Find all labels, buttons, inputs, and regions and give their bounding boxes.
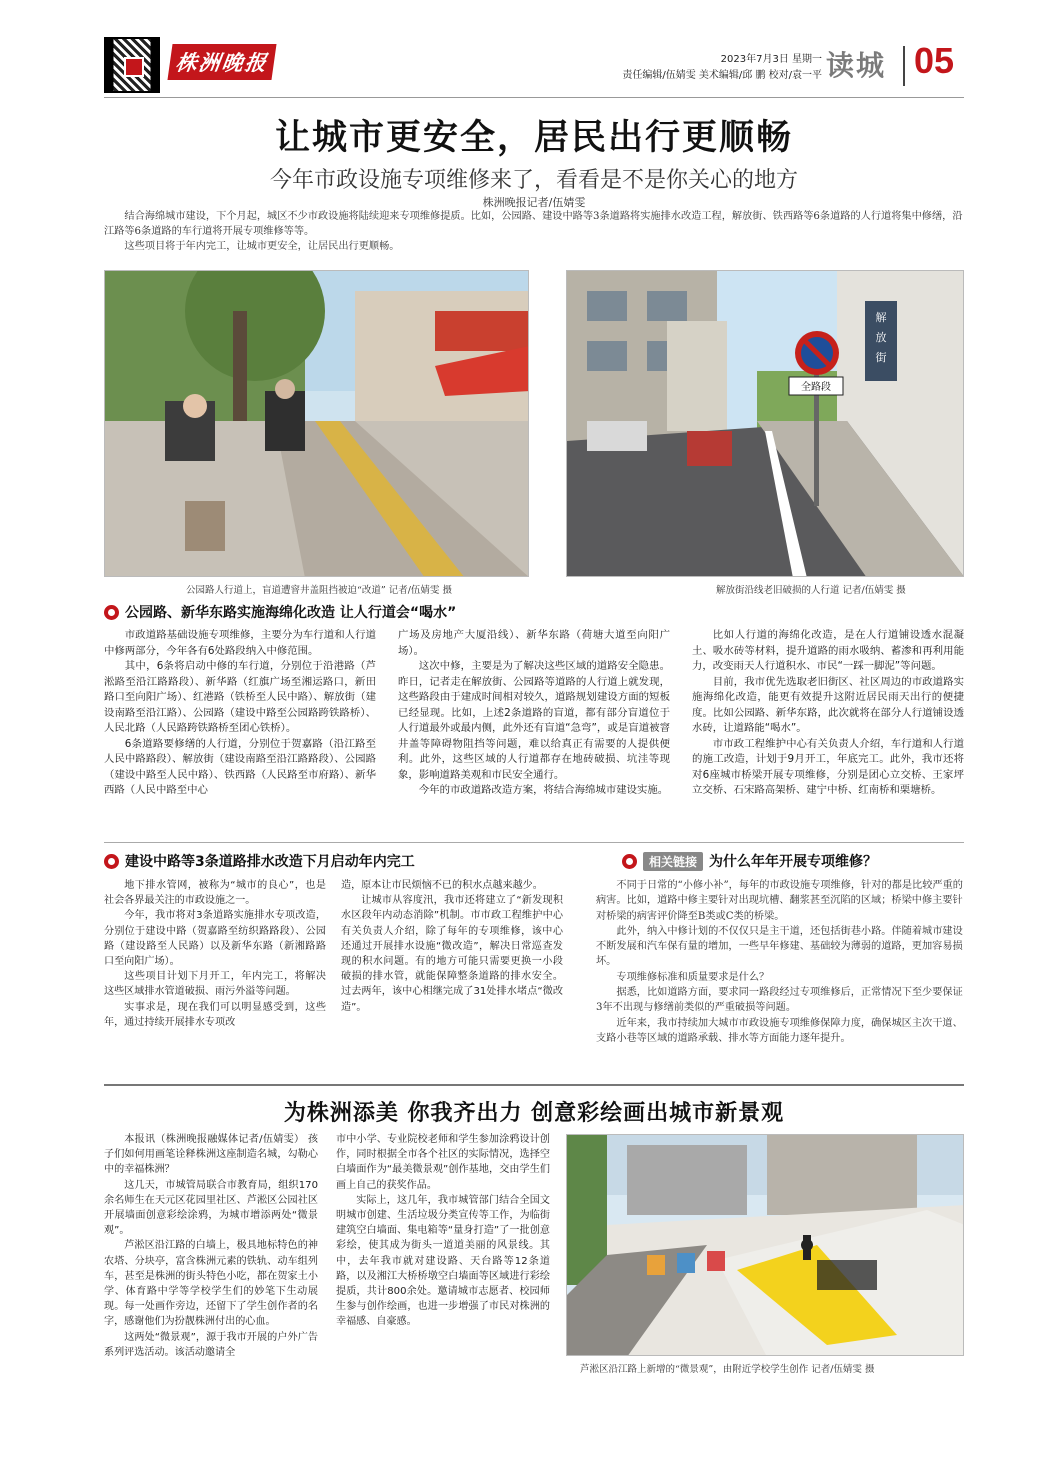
bullet-icon: [104, 854, 119, 869]
paragraph: 其中，6条将启动中修的车行道，分别位于沿港路（芦淞路至沿江路路段）、新华路（红旗广场至湘运路口，新田路口至向阳广场）、红港路（铁桥至人民中路）、解放街（建设南路至沿江路）、公园路（建设中路至公园路跨铁路桥）、人民北路（人民路跨铁路桥至团心铁桥）。: [104, 660, 376, 734]
paragraph: 市市政工程维护中心有关负责人介绍，车行道和人行道的施工改造，计划于9月开工，年底完工。此外，我市还将对6座城市桥梁开展专项维修，分别是团心立交桥、王家坪立交桥、石宋路高架桥、建宁中桥、红南桥和栗塘桥。: [692, 737, 964, 796]
header-rule: [104, 97, 964, 98]
photo3-caption: 芦淞区沿江路上新增的“微景观”，由附近学校学生创作 记者/伍婧雯 摄: [580, 1364, 875, 1375]
sign-full-section: 全路段: [801, 382, 831, 393]
main-headline: 让城市更安全，居民出行更顺畅: [274, 118, 793, 158]
related-link-tag: 相关链接: [643, 852, 703, 871]
paragraph: 造，原本让市民烦恼不已的积水点越来越少。: [341, 880, 543, 891]
paragraph: 据悉，比如道路方面，要求同一路段经过专项维修后，正常情况下至少要保证3年不出现与修缮前类似的严重破损等问题。: [596, 987, 963, 1014]
paragraph: 市政道路基础设施专项维修，主要分为车行道和人行道中修两部分，今年各有6处路段纳入中修范围。: [104, 629, 376, 657]
lead-paragraph: 结合海绵城市建设，下个月起，城区不少市政设施将陆续迎来专项维修提质。比如，公园路、建设中路等3条道路将实施排水改造工程，解放街、铁西路等6条道路的人行道将集中修缮，沿江路等6条道路的车行道将开展专项维修等等。: [104, 211, 963, 237]
photo-jiefang-street: [566, 270, 964, 577]
paragraph: 6条道路要修缮的人行道，分别位于贺嘉路（沿江路至人民中路路段）、解放街（建设南路至沿江路路段）、公园路（建设中路至人民中路）、铁西路（人民路至市府路）、新华西路（人民中路至中心: [104, 737, 376, 796]
paragraph: 地下排水管网，被称为“城市的良心”，也是社会各界最关注的市政设施之一。: [104, 880, 326, 907]
paragraph: 实事求是，现在我们可以明显感受到，这些年，通过持续开展排水专项改: [104, 1001, 326, 1028]
issue-date: 2023年7月3日 星期一: [720, 54, 822, 65]
newspaper-logo: 株洲晚报: [167, 44, 276, 80]
main-lead: [104, 209, 964, 254]
paragraph: 目前，我市优先选取老旧街区、社区周边的市政道路实施海绵化改造，能更有效提升这附近居民雨天出行的便捷度。比如公园路、新华东路，此次就将在部分人行道铺设透水砖，让道路能“喝水”。: [692, 675, 964, 734]
lead-paragraph: 这些项目将于年内完工，让城市更安全，让居民出行更顺畅。: [124, 241, 400, 252]
photo-mural-wall: [566, 1134, 964, 1356]
sidebar-heading: [622, 851, 877, 871]
section1-column-1: [104, 628, 376, 799]
main-byline: 株洲晚报记者/伍婧雯: [482, 196, 586, 209]
bullet-icon: [104, 605, 119, 620]
paragraph: 本报讯（株洲晚报融媒体记者/伍婧雯） 孩子们如何用画笔诠释株洲这座制造名城，勾勒心中的幸福株洲？: [104, 1134, 318, 1176]
sidewalk-photo-illustration: [105, 271, 529, 577]
story2-column-1: [104, 1132, 318, 1360]
paragraph: 近年来，我市持续加大城市市政设施专项维修保障力度，确保城区主次干道、支路小巷等区域的道路承载、排水等方面能力逐年提升。: [596, 1017, 963, 1044]
paragraph: 今年，我市将对3条道路实施排水专项改造，分别位于建设中路（贺嘉路至纺织路路段）、公园路（建设路至人民路）以及新华东路（新湘路路口至向阳广场）。: [104, 910, 326, 968]
sign-street-name-1: 解: [875, 311, 887, 324]
story2-headline: 为株洲添美 你我齐出力 创意彩绘画出城市新景观: [283, 1101, 785, 1126]
section1-column-2: [398, 628, 670, 799]
paragraph: 广场及房地产大厦沿线）、新华东路（荷塘大道至向阳广场）。: [398, 629, 670, 657]
photo2-caption: 解放街沿线老旧破损的人行道 记者/伍婧雯 摄: [716, 585, 906, 596]
paragraph: 今年的市政道路改造方案，将结合海绵城市建设实施。: [418, 784, 669, 796]
section-divider: [104, 842, 964, 843]
section2-heading: [104, 851, 415, 871]
paragraph: 专项维修标准和质量要求是什么？: [616, 971, 770, 983]
section1-column-3: [692, 628, 964, 799]
paragraph: 市中小学、专业院校老师和学生参加涂鸦设计创作，同时根据全市各个社区的实际情况，选择空白墙面作为“最美微景观”创作基地，交由学生们画上自己的获奖作品。: [336, 1134, 550, 1191]
paragraph: 不同于日常的“小修小补”，每年的市政设施专项维修，针对的都是比较严重的病害。比如，道路中修主要针对出现坑槽、翻浆甚至沉陷的区域；桥梁中修主要针对桥梁的病害评价降至B类或C类的桥梁。: [596, 880, 963, 922]
header-divider: [903, 46, 905, 86]
section1-heading: [104, 602, 456, 622]
main-subhead: 今年市政设施专项维修来了，看看是不是你关心的地方: [269, 168, 798, 193]
editors-line: 责任编辑/伍婧雯 美术编辑/邱 鹏 校对/袁一平: [622, 70, 822, 81]
sign-street-name-2: 放: [875, 331, 887, 344]
sign-street-name-3: 街: [875, 351, 887, 364]
sidebar-title: 为什么年年开展专项维修？: [709, 854, 878, 870]
paragraph: 比如人行道的海绵化改造，是在人行道铺设透水混凝土、吸水砖等材料，提升道路的雨水吸纳、蓄渗和再利用能力，改变雨天人行道积水、市民“一踩一脚泥”等问题。: [692, 629, 964, 672]
page-number: 05: [914, 40, 955, 81]
paragraph: 此外，纳入中修计划的不仅仅只是主干道，还包括街巷小路。伴随着城市建设不断发展和汽车保有量的增加，一些早年修建、基础较为薄弱的道路，更加容易损坏。: [596, 925, 963, 968]
paragraph: 让城市从容度汛，我市还将建立了“新发现积水区段年内动态消除”机制。市市政工程维护中心有关负责人介绍，除了每年的专项维修，该中心还通过开展排水设施“微改造”，解决日常巡查发现的积水问题。有的地方可能只需要更换一小段破损的排水管，就能保障整条道路的排水安全。过去两年，该中心相继完成了31处排水堵点“微改造”。: [341, 895, 563, 1013]
paragraph: 这次中修，主要是为了解决这些区域的道路安全隐患。昨日，记者走在解放街、公园路等道路的人行道上就发现，这些路段由于建成时间相对较久，道路规划建设方面的短板已经显现。比如，上述2条道路的盲道，都有部分盲道位于人行道最外或最内侧，此外还有盲道“急弯”，或是盲道被窨井盖等障碍物阻挡等问题，难以给真正有需要的人提供便利。此外，这些区域的人行道都存在地砖破损、坑洼等现象，影响道路美观和市民安全通行。: [398, 660, 670, 781]
section2-column-1: [104, 878, 326, 1030]
paragraph: 这几天，市城管局联合市教育局，组织170余名师生在天元区花园里社区、芦淞区公园社区开展墙面创意彩绘涂鸦，为城市增添两处“微景观”。: [104, 1179, 318, 1237]
paragraph: 实际上，这几年，我市城管部门结合全国文明城市创建、生活垃圾分类宣传等工作，为临街建筑空白墙面、集电箱等“量身打造”了一批创意彩绘，使其成为街头一道道美丽的风景线。其中，去年我市就对建设路、天台路等12条道路，以及湘江大桥桥墩空白墙面等区域进行彩绘提质，共计800余处。邀请城市志愿者、校园师生参与创作绘画，也进一步增强了市民对株洲的幸福感、自豪感。: [336, 1194, 550, 1328]
photo1-caption: 公园路人行道上，盲道遭窨井盖阻挡被迫“改道” 记者/伍婧雯 摄: [186, 585, 452, 596]
paragraph: 芦淞区沿江路的白墙上，极具地标特色的神农塔、分块亭，富含株洲元素的铁轨、动车组列车，甚至是株洲的街头特色小吃，都在贺家土小学、体育路中学等学校学生们的妙笔下生动展现。每一处画作旁边，还留下了学生创作者的名字，感谢他们为扮靓株洲付出的心血。: [104, 1240, 318, 1328]
paragraph: 这些项目计划下月开工，年内完工，将解决这些区域排水管道破损、雨污外溢等问题。: [104, 971, 326, 998]
section2-title: 建设中路等3条道路排水改造下月启动年内完工: [125, 854, 415, 870]
bullet-icon: [622, 854, 637, 869]
mural-photo-illustration: [567, 1135, 964, 1356]
story2-column-2: [336, 1132, 550, 1330]
paragraph: 这两处“微景观”，源于我市开展的户外广告系列评选活动。该活动邀请全: [104, 1331, 318, 1358]
section1-title: 公园路、新华东路实施海绵化改造 让人行道会“喝水”: [125, 605, 457, 621]
sidebar-body: [596, 878, 964, 1046]
section-name: 读城: [826, 49, 887, 82]
photo-park-road-sidewalk: [104, 270, 529, 577]
qr-code-logo: [124, 57, 144, 77]
story-divider: [104, 1084, 964, 1086]
street-photo-illustration: [567, 271, 964, 577]
section2-column-2: [341, 878, 563, 1015]
